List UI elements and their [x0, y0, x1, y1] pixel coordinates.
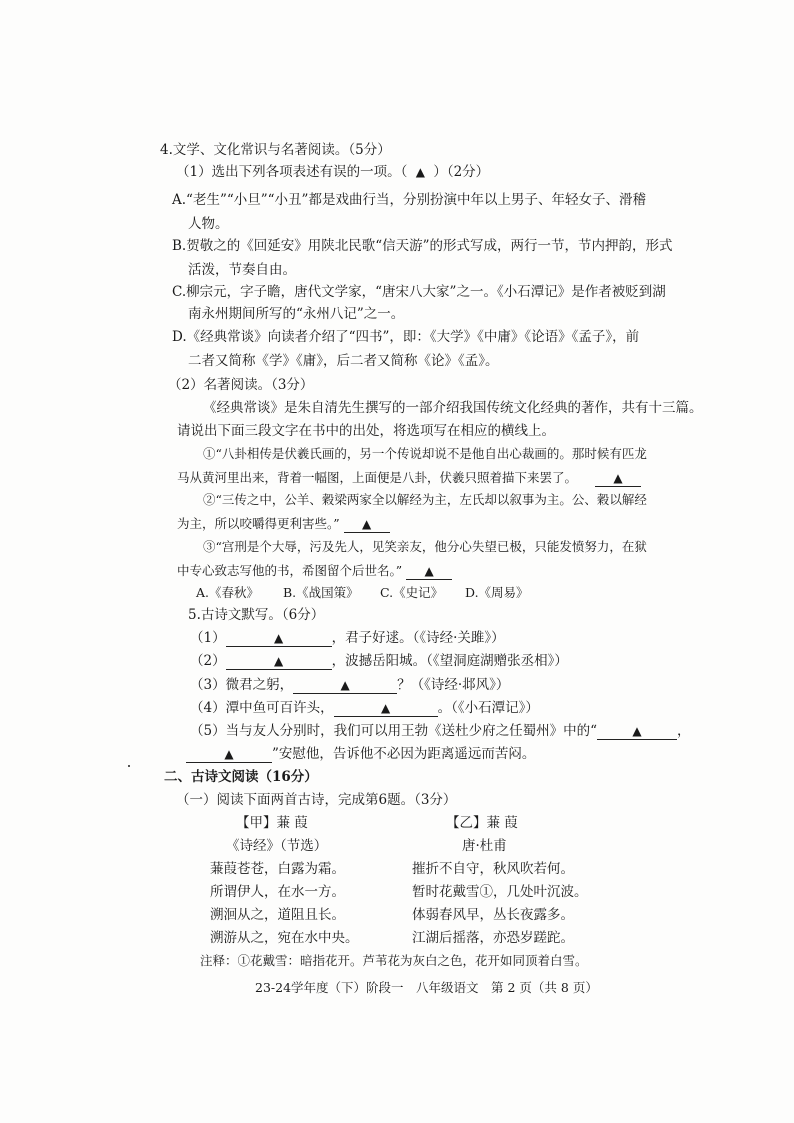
- recite-text-3a: （3）微君之躬，: [190, 677, 294, 693]
- scan-speck: [128, 765, 130, 767]
- recite-text-4b: 。（《小石潭记》）: [437, 700, 539, 716]
- sub2-intro-line1: 《经典常谈》是朱自清先生撰写的一部介绍我国传统文化经典的著作，共有十三篇。: [203, 400, 703, 416]
- recite-blank-3[interactable]: ▲: [293, 677, 397, 694]
- source-option-c: C.《史记》: [380, 585, 444, 600]
- recite-blank-1[interactable]: ▲: [226, 630, 332, 647]
- source-option-d: D.《周易》: [465, 585, 529, 600]
- recite-line-1: [190, 628, 505, 648]
- poem-b-line-2: 暂时花戴雪①，几处叶沉波。: [412, 884, 588, 900]
- poem-a-title: 【甲】蒹 葭: [236, 815, 308, 831]
- recite-num-2: （2）: [190, 653, 226, 669]
- q4-sub1-stem: [176, 162, 489, 182]
- q4-title: 4.文学、文化常识与名著阅读。（5分）: [160, 142, 391, 158]
- recite-line-4: [190, 698, 539, 718]
- passage-1-line1: ①“八卦相传是伏羲氏画的，另一个传说却说不是他自出心裁画的。那时候有匹龙: [203, 446, 647, 461]
- passage-3-line1: ③“宫刑是个大辱，污及先人，见笑亲友，他分心失望已极，只能发愤努力，在狱: [203, 539, 647, 554]
- page-footer: 23-24学年度（下）阶段一 八年级语文 第 2 页（共 8 页）: [255, 980, 598, 995]
- recite-text-1: ，君子好逑。（《诗经·关雎》）: [331, 630, 505, 646]
- option-d-line2: 二者又简称《学》《庸》，后二者又简称《论》《孟》。: [188, 353, 499, 369]
- option-d-line1: D.《经典常谈》向读者介绍了“四书”，即：《大学》《中庸》《论语》《孟子》，前: [172, 329, 640, 345]
- poem-b-line-1: 摧折不自守，秋风吹若何。: [412, 861, 574, 877]
- option-c-line1: C.柳宗元，字子瞻，唐代文学家，“唐宋八大家”之一。《小石潭记》是作者被贬到湖: [172, 284, 666, 300]
- passage-1-text: 马从黄河里出来，背着一幅图，上面便是八卦，伏羲只照着描下来罢了。: [177, 470, 578, 485]
- q4-sub1-stem-text: （1）选出下列各项表述有误的一项。（: [176, 164, 408, 180]
- recite-line-5-cont: [186, 744, 535, 764]
- answer-blank-1[interactable]: ▲: [595, 470, 641, 487]
- answer-blank-2[interactable]: ▲: [344, 516, 390, 533]
- recite-line-5: [190, 721, 691, 741]
- q5-title: 5.古诗文默写。（6分）: [188, 607, 325, 623]
- section2-title: 二、古诗文阅读（16分）: [164, 769, 318, 785]
- sub2-intro-line2: 请说出下面三段文字在书中的出处，将选项写在相应的横线上。: [177, 423, 555, 439]
- recite-text-2: ，波撼岳阳城。（《望洞庭湖赠张丞相》）: [331, 653, 568, 669]
- recite-line-2: [190, 651, 568, 671]
- option-c-line2: 南永州期间所写的“永州八记”之一。: [188, 306, 405, 322]
- recite-text-4a: （4）潭中鱼可百许头，: [190, 700, 334, 716]
- passage-1-line2: [177, 468, 641, 488]
- answer-mark: ▲: [415, 165, 425, 179]
- option-a-line2: 人物。: [188, 216, 229, 232]
- q4-sub2-stem: （2）名著阅读。（3分）: [168, 377, 314, 393]
- recite-blank-5b[interactable]: ▲: [186, 746, 272, 763]
- poem-b-line-3: 体弱春风早，丛长夜露多。: [412, 907, 574, 923]
- source-option-b: B.《战国策》: [283, 585, 359, 600]
- option-b-line2: 活泼，节奏自由。: [188, 262, 296, 278]
- passage-2-line1: ②“三传之中，公羊、穀梁两家全以解经为主，左氏却以叙事为主。公、穀以解经: [203, 492, 647, 507]
- recite-text-5c: ”安慰他，告诉他不必因为距离遥远而苦闷。: [272, 746, 536, 762]
- q4-sub1-stem-score: ）（2分）: [433, 164, 490, 180]
- recite-text-5b: ，: [677, 723, 691, 739]
- recite-num-1: （1）: [190, 630, 226, 646]
- passage-3-text: 中专心致志写他的书，希图留个后世名。”: [177, 563, 403, 578]
- poem-b-line-4: 江湖后摇落，亦恐岁蹉跎。: [412, 930, 574, 946]
- poem-a-line-3: 溯洄从之，道阻且长。: [210, 907, 345, 923]
- poem-a-line-2: 所谓伊人，在水一方。: [210, 884, 345, 900]
- poem-a-line-1: 蒹葭苍苍，白露为霜。: [210, 861, 345, 877]
- poem-a-line-4: 溯游从之，宛在水中央。: [210, 930, 359, 946]
- recite-text-3b: ？（《诗经·邶风》）: [397, 677, 510, 693]
- passage-2-line2: [177, 514, 390, 534]
- option-a-line1: A.“老生”“小旦”“小丑”都是戏曲行当，分别扮演中年以上男子、年轻女子、滑稽: [172, 192, 646, 208]
- recite-line-3: [190, 675, 509, 695]
- passage-2-text: 为主，所以咬嚼得更利害些。”: [177, 516, 340, 531]
- poem-b-title: 【乙】蒹 葭: [446, 815, 518, 831]
- recite-blank-5a[interactable]: ▲: [597, 723, 677, 740]
- passage-3-line2: [177, 561, 452, 581]
- option-b-line1: B.贺敬之的《回延安》用陕北民歌“信天游”的形式写成，两行一节，节内押韵，形式: [172, 238, 673, 254]
- recite-blank-2[interactable]: ▲: [226, 653, 332, 670]
- section2-part1: （一）阅读下面两首古诗，完成第6题。（3分）: [176, 792, 457, 808]
- source-option-a: A.《春秋》: [196, 585, 260, 600]
- recite-text-5a: （5）当与友人分别时，我们可以用王勃《送杜少府之任蜀州》中的“: [190, 723, 597, 739]
- poem-a-source: 《诗经》（节选）: [226, 838, 328, 854]
- recite-blank-4[interactable]: ▲: [334, 700, 438, 717]
- poem-b-author: 唐·杜甫: [462, 838, 507, 854]
- annotation-note: 注释：①花戴雪：暗指花开。芦苇花为灰白之色，花开如同顶着白雪。: [200, 953, 588, 968]
- answer-blank-3[interactable]: ▲: [406, 563, 452, 580]
